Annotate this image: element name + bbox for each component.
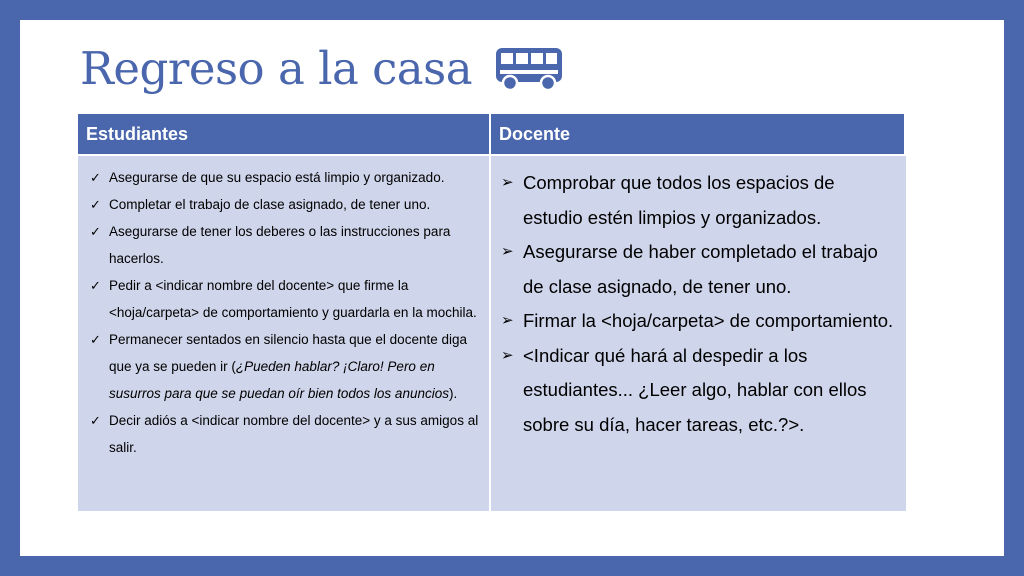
- list-item: ➢ Asegurarse de haber completado el trabajo de clase asignado, de tener uno.: [499, 235, 896, 304]
- list-item: ➢ Firmar la <hoja/carpeta> de comportamiento.: [499, 304, 896, 339]
- list-item: ✓ Permanecer sentados en silencio hasta que el docente diga que ya se pueden ir (¿Pueden hablar? ¡Claro! Pero en susurros para que se puedan oír bien todos los anuncios).: [86, 326, 481, 407]
- list-item: ✓ Asegurarse de tener los deberes o las instrucciones para hacerlos.: [86, 218, 481, 272]
- students-list: [78, 156, 489, 461]
- bus-icon: [494, 46, 564, 92]
- page-title: Regreso a la casa: [80, 42, 473, 95]
- checkmark-icon: ✓: [90, 224, 101, 239]
- list-item: ✓ Pedir a <indicar nombre del docente> que firme la <hoja/carpeta> de comportamiento y guardarla en la mochila.: [86, 272, 481, 326]
- checkmark-icon: ✓: [90, 170, 101, 185]
- italic-note: ¿Pueden hablar? ¡Claro! Pero en susurros para que se puedan oír bien todos los anuncios: [109, 359, 449, 401]
- checkmark-icon: ✓: [90, 332, 101, 347]
- title-row: [80, 42, 564, 95]
- checkmark-icon: ✓: [90, 278, 101, 293]
- list-item: ✓ Asegurarse de que su espacio está limpio y organizado.: [86, 164, 481, 191]
- arrow-bullet-icon: ➢: [501, 243, 514, 260]
- teacher-list: [491, 156, 906, 442]
- header-students: Estudiantes: [78, 114, 491, 154]
- list-item: ➢ Comprobar que todos los espacios de estudio estén limpios y organizados.: [499, 166, 896, 235]
- list-item: ✓ Completar el trabajo de clase asignado, de tener uno.: [86, 191, 481, 218]
- arrow-bullet-icon: ➢: [501, 346, 514, 364]
- arrow-bullet-icon: ➢: [501, 312, 514, 329]
- arrow-bullet-icon: ➢: [501, 174, 514, 191]
- list-item: ➢ <Indicar qué hará al despedir a los estudiantes... ¿Leer algo, hablar con ellos sobre su día, hacer tareas, etc.?>.: [499, 339, 896, 443]
- list-item: ✓ Decir adiós a <indicar nombre del docente> y a sus amigos al salir.: [86, 407, 481, 461]
- header-teacher: Docente: [491, 114, 906, 154]
- checkmark-icon: ✓: [90, 413, 101, 428]
- teacher-cell: [491, 154, 906, 511]
- checkmark-icon: ✓: [90, 197, 101, 212]
- students-cell: [78, 154, 491, 511]
- routine-table: [78, 114, 906, 511]
